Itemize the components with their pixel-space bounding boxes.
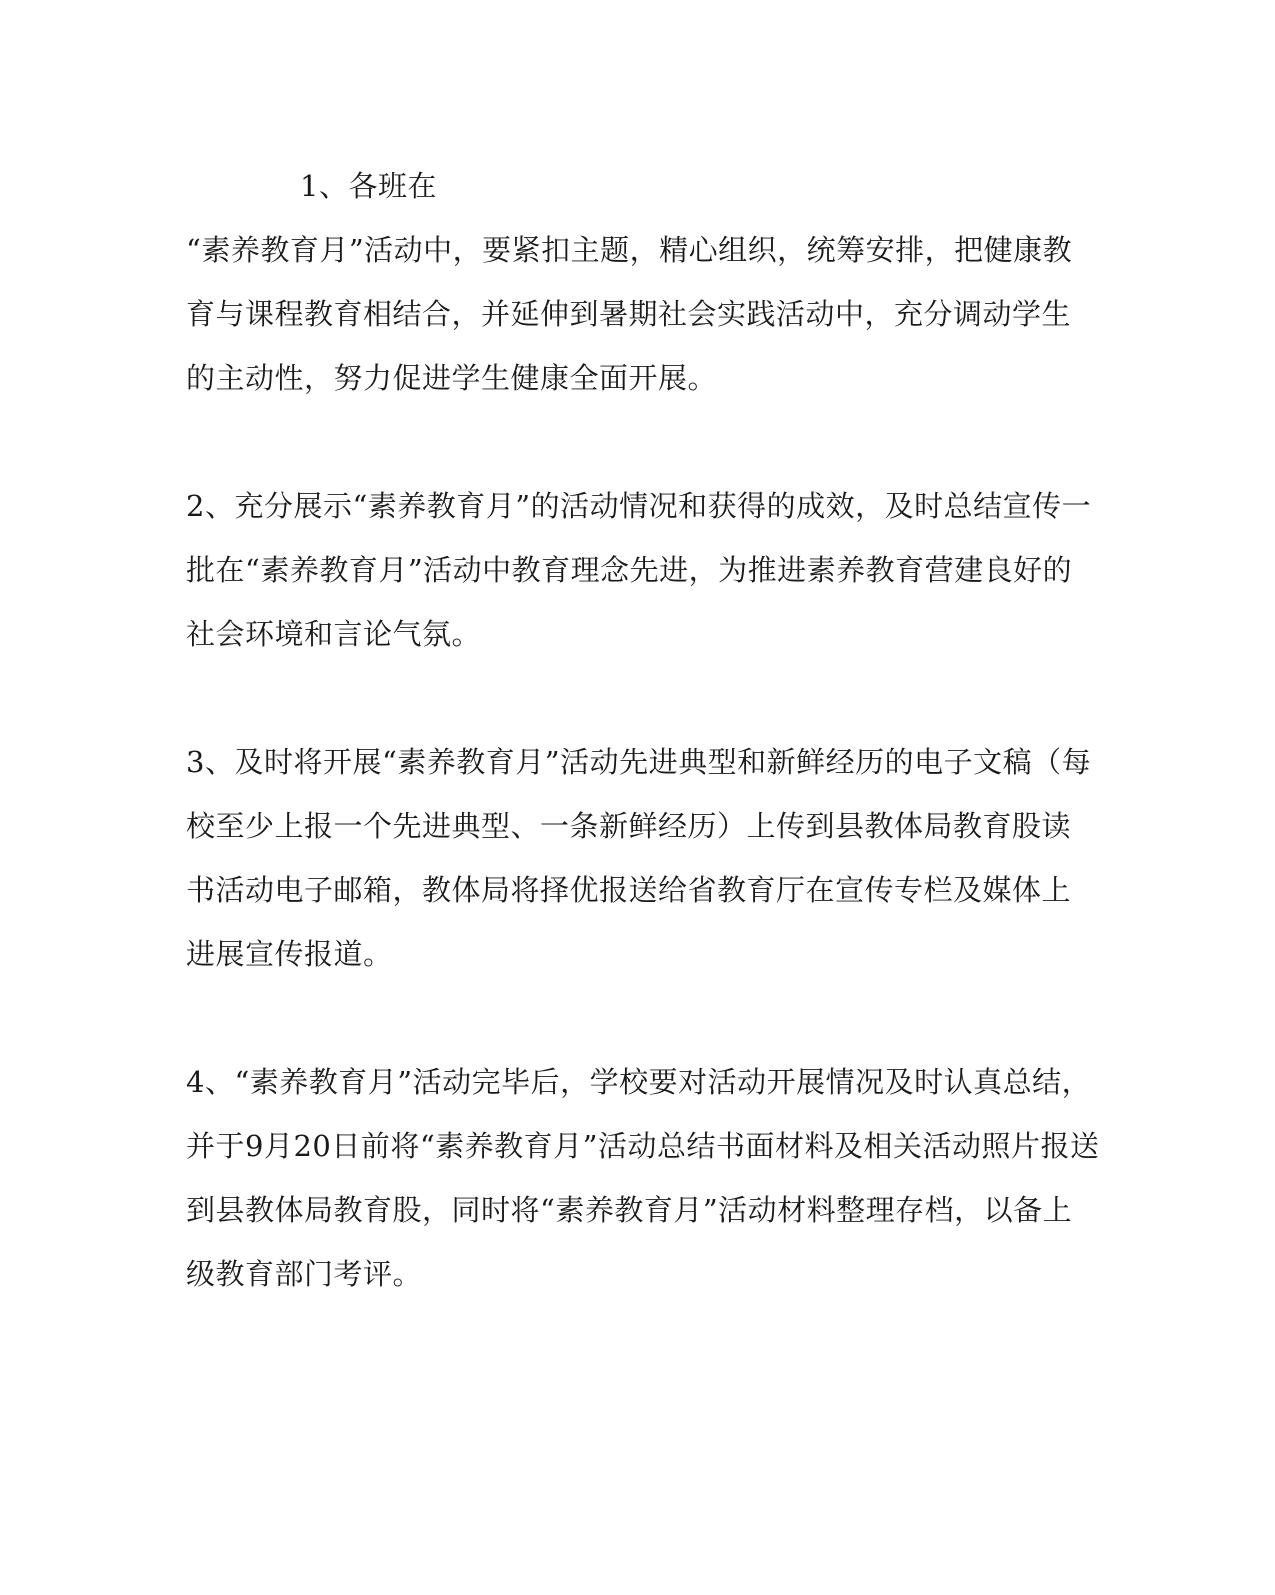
paragraph-4-line-4: 级教育部门考评。: [186, 1257, 423, 1291]
paragraph-4-line-1: 4、“素养教育月”活动完毕后，学校要对活动开展情况及时认真总结，: [186, 1065, 1092, 1099]
paragraph-2-line-2: 批在“素养教育月”活动中教育理念先进，为推进素养教育营建良好的: [186, 553, 1073, 587]
paragraph-3-line-4: 进展宣传报道。: [186, 937, 393, 971]
paragraph-1-body-line-3: 的主动性，努力促进学生健康全面开展。: [186, 361, 718, 395]
paragraph-1-line-1: 1、各班在: [300, 169, 437, 203]
paragraph-4-line-2: 并于9月20日前将“素养教育月”活动总结书面材料及相关活动照片报送: [186, 1129, 1100, 1163]
paragraph-3-line-3: 书活动电子邮箱，教体局将择优报送给省教育厅在宣传专栏及媒体上: [186, 873, 1072, 907]
paragraph-1-body-line-1: “素养教育月”活动中，要紧扣主题，精心组织，统筹安排，把健康教: [186, 233, 1073, 267]
paragraph-4-line-3: 到县教体局教育股，同时将“素养教育月”活动材料整理存档，以备上: [186, 1193, 1073, 1227]
paragraph-2-line-3: 社会环境和言论气氛。: [186, 617, 482, 651]
paragraph-3-line-2: 校至少上报一个先进典型、一条新鲜经历）上传到县教体局教育股读: [186, 809, 1072, 843]
paragraph-3-line-1: 3、及时将开展“素养教育月”活动先进典型和新鲜经历的电子文稿（每: [186, 745, 1092, 779]
paragraph-1-body-line-2: 育与课程教育相结合，并延伸到暑期社会实践活动中，充分调动学生: [186, 297, 1072, 331]
paragraph-2-line-1: 2、充分展示“素养教育月”的活动情况和获得的成效，及时总结宣传一: [186, 489, 1092, 523]
